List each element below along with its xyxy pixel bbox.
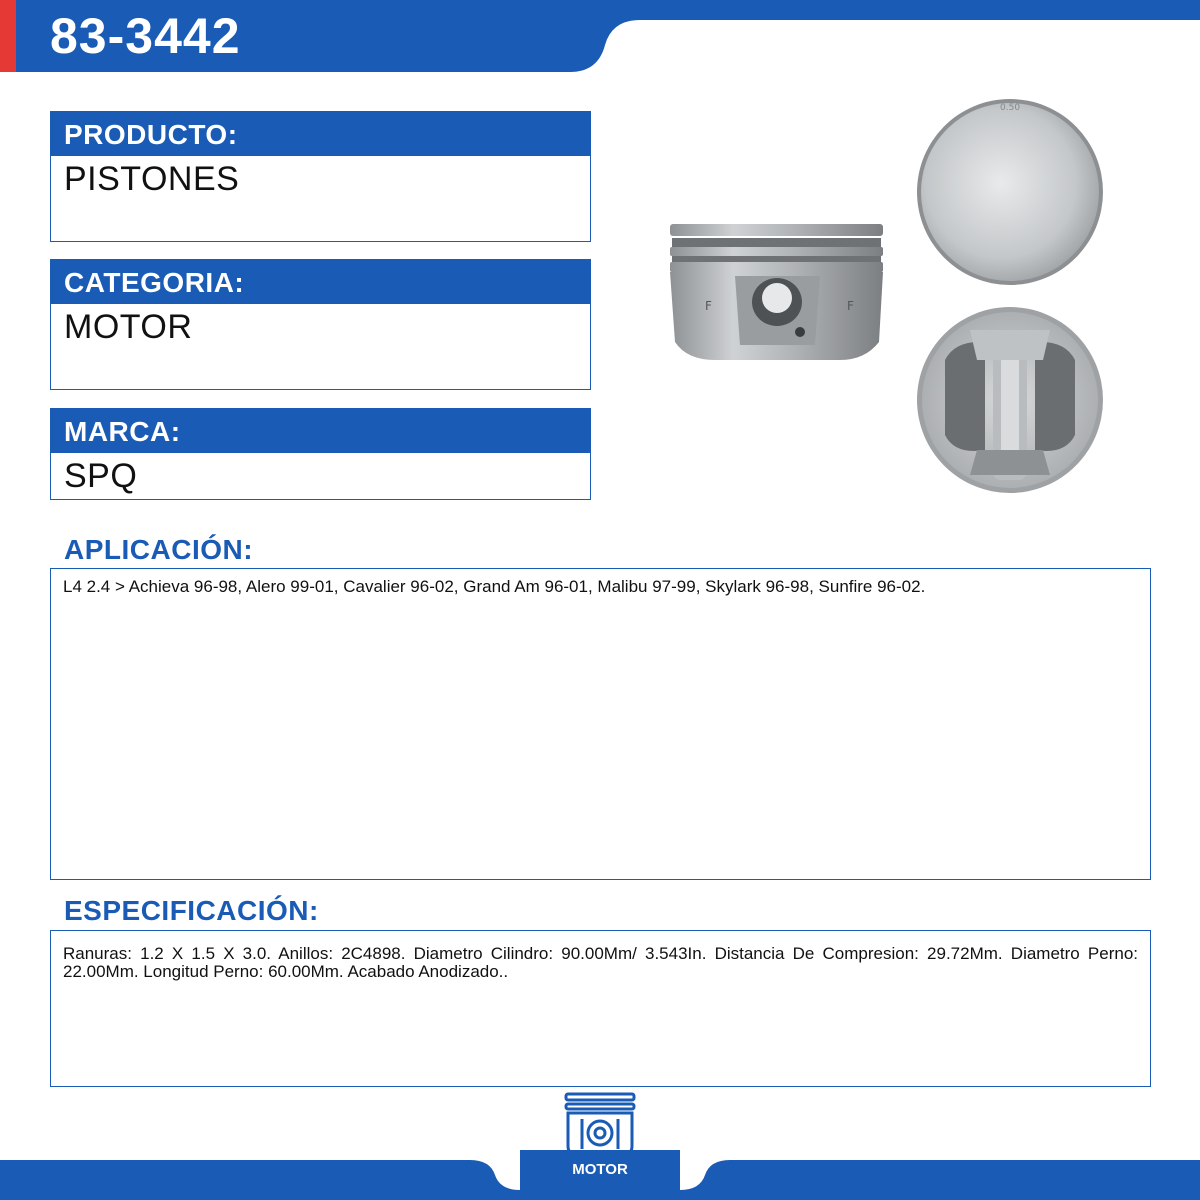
field-producto-label: PRODUCTO: bbox=[51, 112, 590, 156]
aplicacion-box bbox=[50, 568, 1151, 880]
field-categoria-label: CATEGORIA: bbox=[51, 260, 590, 304]
aplicacion-title: APLICACIÓN: bbox=[64, 534, 254, 565]
part-number: 83-3442 bbox=[50, 8, 241, 64]
aplicacion-text: L4 2.4 > Achieva 96-98, Alero 99-01, Cavalier 96-02, Grand Am 96-01, Malibu 97-99, Skylark 96-98, Sunfire 96-02. bbox=[63, 577, 926, 596]
field-categoria-value: MOTOR bbox=[64, 308, 193, 346]
field-marca-label: MARCA: bbox=[51, 409, 590, 453]
svg-text:F: F bbox=[847, 299, 854, 313]
field-categoria bbox=[50, 259, 591, 390]
piston-bottom-image bbox=[915, 300, 1105, 500]
field-producto bbox=[50, 111, 591, 242]
piston-top-image bbox=[915, 92, 1105, 292]
especificacion-title: ESPECIFICACIÓN: bbox=[64, 895, 319, 926]
especificacion-text: Ranuras: 1.2 X 1.5 X 3.0. Anillos: 2C4898. Diametro Cilindro: 90.00Mm/ 3.543In. Distancia De Compresion: 29.72Mm. Diametro Perno: 22.00Mm. Longitud Perno: 60.00Mm. Acabado Anodizado.. bbox=[63, 944, 1138, 981]
footer-category-label: MOTOR bbox=[572, 1161, 628, 1178]
piston-side-image bbox=[665, 220, 890, 370]
piston-icon bbox=[562, 1091, 638, 1161]
field-producto-value: PISTONES bbox=[64, 160, 240, 198]
especificacion-box bbox=[50, 930, 1151, 1087]
field-marca bbox=[50, 408, 591, 500]
field-marca-value: SPQ bbox=[64, 457, 138, 495]
svg-text:F: F bbox=[705, 299, 712, 313]
top-view-mark: 0.50 bbox=[1000, 103, 1021, 113]
